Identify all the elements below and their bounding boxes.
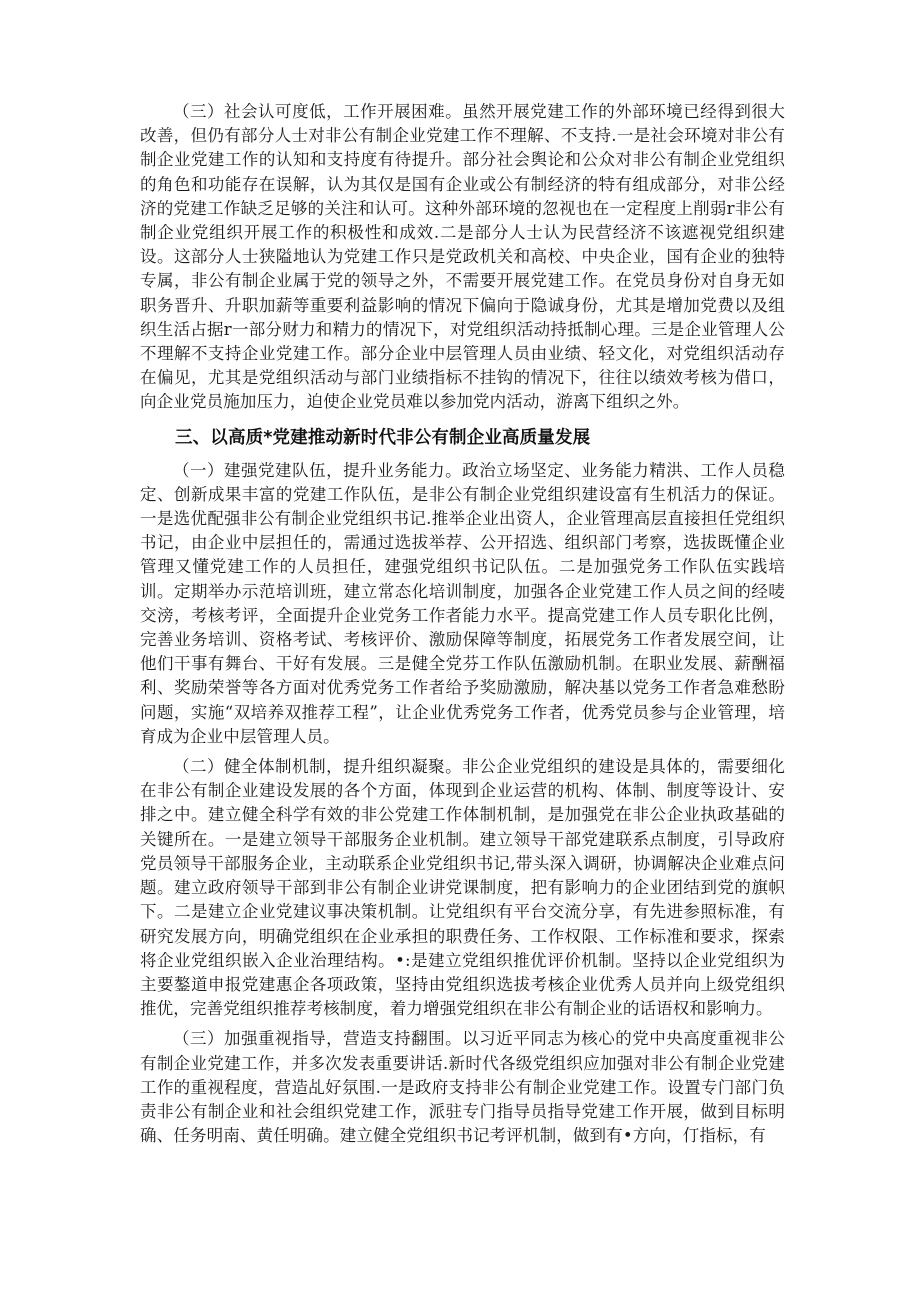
paragraph-social-recognition: （三）社会认可度低，工作开展困难。虽然开展党建工作的外部环境已经得到很大改善，但仍有部分人士对非公有制企业党建工作不理解、不支持.一是社会环境对非公有制企业党建工作的认知和支持度有待提升。部分社会舆论和公众对非公有制企业党组织的角色和功能存在误解，认为其仅是国有企业或公有制经济的特有组成部分，对非公经济的党建工作缺乏足够的关注和认可。这种外部环境的忽视也在一定程度上削弱r非公有制企业党组织开展工作的积极性和成效.二是部分人士认为民营经济不该遮视党组织建设。这部分人士狭隘地认为党建工作只是党政机关和高校、中央企业，国有企业的独特专属，非公有制企业属于党的领导之外，不需要开展党建工作。在党员身份对自身无如职务晋升、升职加薪等重要利益影响的情况下偏向于隐诚身份，尤其是增加党费以及组织生活占据r一部分财力和精力的情况下，对党组织活动持抵制心理。三是企业管理人公不理解不支持企业党建工作。部分企业中层管理人员由业绩、轻文化，对党组织活动存在偏见，尤其是党组织活动与部门业绩指标不挂钩的情况下，往往以绩效考核为借口，向企业党员施加压力，迫使企业党员难以参加党内活动，游离下组织之外。 xyxy=(140,102,785,412)
paragraph-mechanism: （二）健全体制机制，提升组织凝聚。非公企业党组织的建设是具体的，需要细化在非公有制企业建设发展的各个方面，体现到企业运营的机构、体制、制度等设计、安排之中。建立健全科学有效的非公党建工作体制机制，是加强党在非公企业执政基础的关键所在。一是建立领导干部服务企业机制。建立领导干部党建联系点制度，引导政府党员领导干部服务企业，主动联系企业党组织书记,带头深入调研，协调解决企业难点问题。建立政府领导干部到非公有制企业讲党课制度，把有影响力的企业团结到党的旗帜下。二是建立企业党建议事决策机制。让党组织有平台交流分享，有先进参照标准，有研究发展方向，明确党组织在企业承担的职费任务、工作权限、工作标准和要求，探索将企业党组织嵌入企业治理结构。•:是建立党组织推优评价机制。坚持以企业党组织为主要鏊道申报党建惠企各项政策，坚持由党组织选拔考核企业优秀人员并向上级党组织推优，完善党组织推荐考核制度，着力增强党组织在非公有制企业的话语权和影响力。 xyxy=(140,757,785,1019)
paragraph-guidance: （三）加强重视指导，营造支持翻围。以习近平同志为核心的党中央高度重视非公有制企业党建工作，并多次发表重要讲话.新时代各级党组织应加强对非公有制企业党建工作的重视程度，营造乩好氛围.一是政府支持非公有制企业党建工作。设置专门部门负责非公有制企业和社会组织党建工作，派驻专门指导员指导党建工作开展，做到目标明确、任务明南、黄任明确。建立健全党组织书记考评机制，做到有•方向，仃指标，有 xyxy=(140,1029,785,1146)
section-heading-3: 三、以高质*党建推动新时代非公有制企业高质量发展 xyxy=(175,427,591,448)
paragraph-party-team: （一）建强党建队伍，提升业务能力。政治立场坚定、业务能力精洪、工作人员稳定、创新成果丰富的党建工作队伍，是非公有制企业党组织建设富有生机活力的保证。一是选优配强非公有制企业党组织书记.推举企业出资人，企业管理高层直接担任党组织书记，由企业中层担任的，需通过选拔举荐、公开招选、组织部门考察，选拔既懂企业管理又懂党建工作的人员担任，建强党组织书记队伍。二是加强党务工作队伍实践培训。定期举办示范培训班，建立常态化培训制度，加强各企业党建工作人员之间的经唛交滂，考核考评，全面提升企业党务工作者能力水平。提高党建工作人员专职化比例，完善业务培训、资格考试、考核评价、激励保障等制度，拓展党务工作者发展空间，让他们干事有舞台、干好有发展。三是健全党芬工作队伍激励机制。在职业发展、薪酬福利、奖励荣誉等各方面对优秀党务工作者给予奖励激励，解决基以党务工作者急难愁盼问题，实施“双培养双推荐工程”，让企业优秀党务工作者，优秀党员参与企业管理，培育成为企业中层管理人员。 xyxy=(140,460,785,746)
document-body xyxy=(140,100,785,1148)
